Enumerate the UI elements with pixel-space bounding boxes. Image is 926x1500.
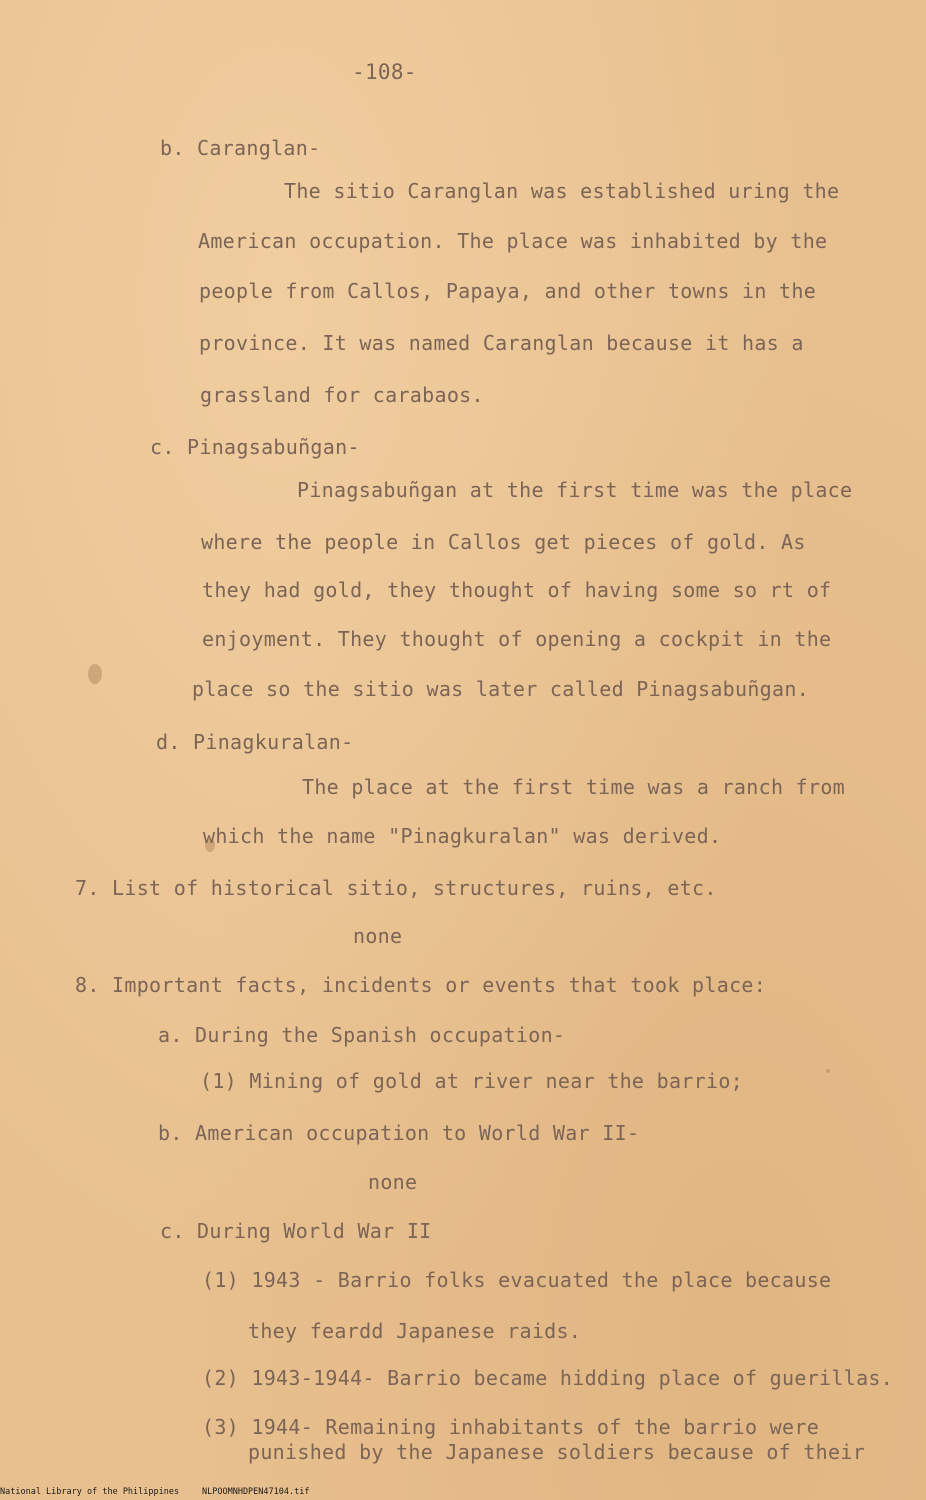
section-heading-historical-sites: 7. List of historical sitio, structures, ruins, etc.	[75, 876, 717, 900]
text-line: place so the sitio was later called Pinagsabuñgan.	[192, 677, 810, 701]
paper-stain	[88, 664, 102, 684]
paper-stain	[826, 1069, 830, 1073]
footer-library-name: National Library of the Philippines	[0, 1487, 180, 1497]
footer-file-name: NLPOOMNHDPEN47104.tif	[202, 1487, 310, 1497]
paper-stain	[205, 838, 215, 852]
text-none: none	[353, 924, 403, 948]
text-line: which the name "Pinagkuralan" was derived.	[203, 824, 722, 848]
text-line: American occupation. The place was inhabited by the	[198, 229, 828, 253]
text-line: Pinagsabuñgan at the first time was the place	[297, 478, 853, 502]
text-line: punished by the Japanese soldiers because of their	[248, 1440, 866, 1464]
subheading-spanish-occupation: a. During the Spanish occupation-	[158, 1023, 566, 1047]
text-line: The sitio Caranglan was established uring the	[284, 179, 840, 203]
subheading-american-occupation: b. American occupation to World War II-	[158, 1121, 640, 1145]
text-line: where the people in Callos get pieces of gold. As	[201, 530, 806, 554]
list-item: (3) 1944- Remaining inhabitants of the barrio were	[202, 1415, 820, 1439]
subheading-pinagsabungan: c. Pinagsabuñgan-	[150, 435, 360, 459]
text-line: grassland for carabaos.	[200, 383, 484, 407]
list-item: (1) 1943 - Barrio folks evacuated the place because	[202, 1268, 832, 1292]
text-none: none	[368, 1170, 418, 1194]
list-item: (2) 1943-1944- Barrio became hidding place of guerillas.	[202, 1366, 894, 1390]
subheading-world-war-ii: c. During World War II	[160, 1219, 432, 1243]
section-heading-important-facts: 8. Important facts, incidents or events that took place:	[75, 973, 767, 997]
list-item: (1) Mining of gold at river near the barrio;	[200, 1069, 744, 1093]
text-line: province. It was named Caranglan because it has a	[199, 331, 804, 355]
text-line: people from Callos, Papaya, and other towns in the	[199, 279, 817, 303]
text-line: they feardd Japanese raids.	[248, 1319, 582, 1343]
subheading-pinagkuralan: d. Pinagkuralan-	[156, 730, 354, 754]
text-line: they had gold, they thought of having some so rt of	[202, 578, 832, 602]
page-number: -108-	[352, 60, 417, 84]
text-line: The place at the first time was a ranch from	[302, 775, 846, 799]
subheading-caranglan: b. Caranglan-	[160, 136, 321, 160]
text-line: enjoyment. They thought of opening a cockpit in the	[202, 627, 832, 651]
